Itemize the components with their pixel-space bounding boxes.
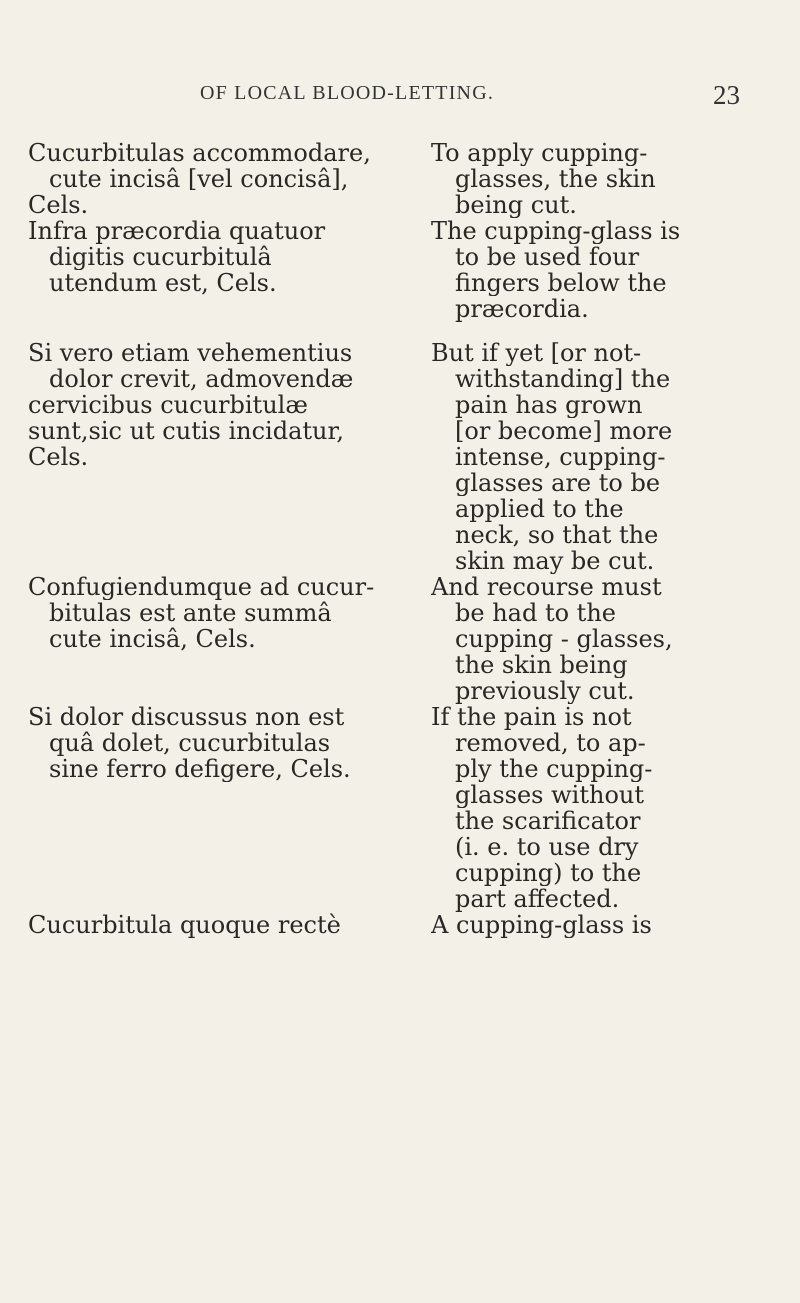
latin-line: sine ferro defigere, Cels. [49,756,351,782]
english-line: To apply cupping- [431,140,648,166]
english-line: fingers below the [455,270,667,296]
latin-line: quâ dolet, cucurbitulas [49,730,331,756]
latin-line: cervicibus cucurbitulæ [28,392,308,418]
latin-line: Cels. [28,192,89,218]
english-line: ply the cupping- [455,756,653,782]
english-line: And recourse must [431,574,662,600]
latin-line: sunt,sic ut cutis incidatur, [28,418,344,444]
english-line: skin may be cut. [455,548,655,574]
english-line: applied to the [455,496,624,522]
entry-row [28,340,748,574]
english-line: to be used four [455,244,640,270]
entry-row [28,574,748,704]
latin-line: dolor crevit, admovendæ [49,366,354,392]
latin-line: bitulas est ante summâ [49,600,332,626]
english-column [431,340,743,574]
english-line: part affected. [455,886,620,912]
entry-row [28,912,748,938]
english-line: be had to the [455,600,616,626]
latin-line: utendum est, Cels. [49,270,277,296]
page-header [200,80,740,120]
latin-column [28,704,428,782]
latin-line: cute incisâ, Cels. [49,626,256,652]
english-line: præcordia. [455,296,589,322]
entry-row [28,140,748,218]
english-line: (i. e. to use dry [455,834,639,860]
latin-line: Cels. [28,444,89,470]
latin-line: Confugiendumque ad cucur- [28,574,375,600]
english-column [431,140,743,218]
latin-column [28,574,428,652]
english-line: intense, cupping- [455,444,666,470]
latin-line: Cucurbitula quoque rectè [28,912,341,938]
latin-column [28,218,428,296]
entry-row [28,218,748,322]
english-line: being cut. [455,192,577,218]
english-line: cupping) to the [455,860,642,886]
running-title: OF LOCAL BLOOD-LETTING. [200,82,495,104]
english-line: glasses are to be [455,470,661,496]
english-line: withstanding] the [455,366,671,392]
english-line: glasses without [455,782,644,808]
english-line: the skin being [455,652,628,678]
parallel-text [28,140,748,938]
entry-row [28,704,748,912]
english-line: cupping - glasses, [455,626,673,652]
latin-column [28,912,428,938]
latin-line: cute incisâ [vel concisâ], [49,166,349,192]
english-line: pain has grown [455,392,643,418]
english-line: If the pain is not [431,704,632,730]
latin-column [28,340,428,470]
english-line: neck, so that the [455,522,659,548]
english-line: But if yet [or not- [431,340,642,366]
latin-line: Si dolor discussus non est [28,704,345,730]
english-line: A cupping-glass is [431,912,652,938]
latin-line: Cucurbitulas accommodare, [28,140,371,166]
english-column [431,218,743,322]
english-column [431,912,743,938]
latin-line: Si vero etiam vehementius [28,340,353,366]
english-column [431,574,743,704]
english-line: [or become] more [455,418,673,444]
english-line: the scarificator [455,808,641,834]
english-line: The cupping-glass is [431,218,681,244]
english-column [431,704,743,912]
page-number: 23 [713,80,740,110]
english-line: glasses, the skin [455,166,656,192]
english-line: previously cut. [455,678,635,704]
latin-column [28,140,428,218]
latin-line: Infra præcordia quatuor [28,218,326,244]
english-line: removed, to ap- [455,730,646,756]
latin-line: digitis cucurbitulâ [49,244,272,270]
